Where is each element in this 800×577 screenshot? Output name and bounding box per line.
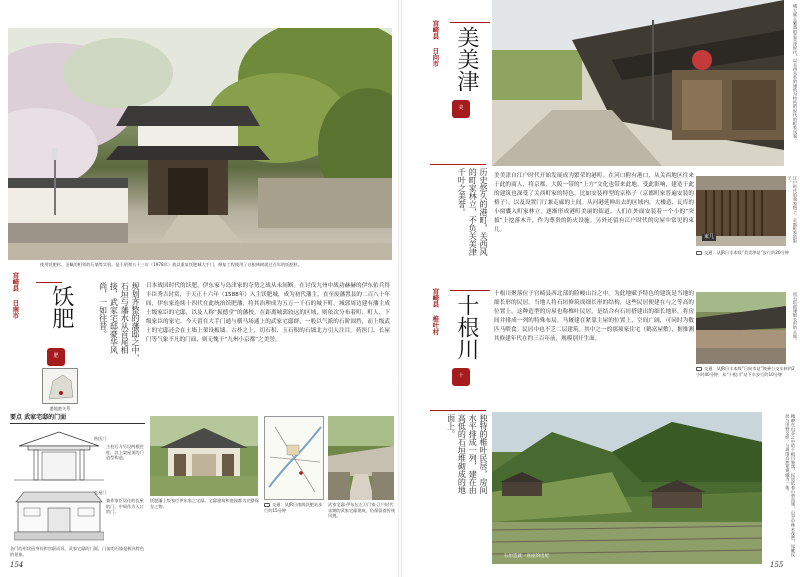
castle-gate-photo — [8, 28, 392, 260]
title-rule — [36, 282, 62, 283]
location-map — [42, 368, 78, 404]
area-map — [264, 416, 324, 500]
title-rule-1b — [430, 164, 486, 165]
street-photo-caption: 武家宅邸·伊东伝左卫门家·江户时代末期的武家宅邸建筑，仍保留着传统风貌。 — [328, 502, 396, 519]
stone-house-caption-vertical: 用石垣搭建细长形的主屋。 — [793, 292, 798, 343]
street-photo — [328, 416, 394, 500]
title-rule-1 — [450, 22, 490, 23]
title-rule-2 — [450, 290, 490, 291]
camera-icon — [696, 251, 702, 255]
valley-photo-caption: 掩映在山谷之中的十根川聚落，民居依着山势而建，山谷中林木茂密，远眺民居与田野交织，与周围自然景观融为一体。 — [785, 414, 796, 557]
diagram-rule — [10, 423, 145, 424]
area-map-caption — [264, 502, 326, 513]
area-map-caption-text: 交通：从JR日南线饫肥站步行约15分钟 — [264, 502, 323, 513]
place-title: 饫肥 — [48, 285, 74, 329]
vertical-tagline: 规划齐整的藩邸之中，石垣与藩水从首尾相接，武家宅邸豪华风尚，一如往昔。 — [98, 282, 140, 362]
page-gutter — [398, 0, 402, 577]
place-seal-1: 美 — [452, 100, 470, 118]
camera-icon — [264, 503, 270, 507]
place-seal-2: 十 — [452, 368, 470, 386]
title-rule-2b — [430, 410, 486, 411]
location-label-text: 宫崎县 日南市 — [11, 272, 20, 319]
nagaya-gate-drawing — [14, 490, 104, 542]
location-label-1: 宫崎县 日向市 — [431, 20, 440, 67]
access-caption-2-text: 交通：从JR日丰本线“日向市站”换乘公交车转约2小时40分钟，从“十根川”站下车步行约10分钟 — [696, 366, 795, 377]
samurai-house-photo — [150, 416, 258, 496]
yakui-gate-drawing — [14, 428, 104, 483]
diagram-label-2: 长屋门 — [94, 490, 107, 495]
access-caption-1 — [696, 250, 796, 256]
diagram-footer: 各门的形状因身份和官职而异。武家宅邸的门面，门前的石墙是极具特色的景象。 — [10, 546, 145, 557]
right-page — [400, 0, 800, 577]
valley-photo-label: 石垣造就一座座的房屋 — [504, 554, 549, 559]
diagram-note-2: 兼作家臣居住的长屋的门，中间作为入口的门。 — [106, 498, 144, 515]
access-caption-1-text: 交通：从JR日丰本线“美美津站”步行约20分钟 — [704, 250, 790, 255]
lattice-photo — [696, 176, 786, 246]
location-map-label: 港地港关系 — [49, 406, 71, 411]
page-number-right: 155 — [770, 561, 784, 569]
valley-village-photo — [492, 412, 762, 564]
diagram-title — [10, 414, 66, 423]
location-label-2: 宫崎县 椎叶村 — [431, 288, 440, 335]
samurai-house-caption: 饫肥藩上级家臣伊东家之宅邸。宅邸建筑和庭园都为完整保存之物。 — [150, 498, 259, 509]
access-caption-2 — [696, 366, 796, 377]
body-text-1: 美美津自江户时代开始发展成为繁荣的港町。在河口附有港口，从关西地区往来于此的商人，将京都、大阪一带的“上方”文化也带来此地。受此影响，建造于此的建筑也深受了关西町家的特色。比如安装样型的京格子（京都町家普遍安装的格子），以及设置门厅兼走廊的土间。从河港延伸出去的区域内，大楼造、瓦库的小窗囊入町家林立，逐渐形成港町美丽的街道。人们在外面安装着一个小的“突拔”上挖落木升，作为尊贵的防火设施。另外还留有江户时代的房屋中常见的束几。 — [494, 173, 694, 234]
vertical-tagline-1: 历史悠久的港町，关西风的町家林立，不负关美津千叶之美誉。 — [457, 168, 488, 256]
camera-icon — [696, 367, 702, 371]
diagram-note-1: 主柱后方另设两根控柱，其上架屋顶的门造型构造。 — [106, 444, 144, 461]
stone-house-photo — [696, 292, 786, 364]
gate-diagram — [10, 414, 145, 566]
body-text: 日本战国时代的饫肥，伊东家与岛津家的夺势之战从未间断。在讨伐九州中战功赫赫的伊东佑兵得丰臣秀吉封赏，于天正十六年（1588年）入主饫肥城，成为初代藩主。直至废藩置县的二百八十年间，伊东家连续十四代在此统治饫肥藩，将其治理成为五万一千石的城下町。城郭周边建有藩主成士级家臣的宅邸，以及人称“振德堂”的藩校。在距离城郭较远的区域，则依次分布着町、町人、下级家臣的家宅。今天留在大手门通与横马场通上的武家宅邸群，一般以气派的石阶围挡，而上级武士的宅邸还会在土墙上架设板墙。古朴之上，切石积、玉石积的石墙北方引人注目。药医门、长屋门等气象不凡的门面，则无愧于“九州小京都”之美誉。 — [146, 283, 390, 344]
place-title-1: 美美津 — [453, 26, 479, 92]
castle-gate-caption: 使用饫肥杉、圣佩的相邻的石墙等实验。是于昭和五十三年（1978年）放以重复饫肥城大手门，修复工程使用了白根林树就过百年的饫肥杉。 — [40, 262, 302, 267]
lattice-label: 束几 — [704, 234, 715, 240]
diagram-title-text: 要点 武家宅邸的门面 — [10, 414, 67, 421]
mimitsu-photo-caption: 城大量主繁盛的美美津时代，以关西关系的建筑为特色的时代的町家风貌。 — [793, 4, 798, 143]
lattice-caption: 江户时代的商家格子。京都町家的影子。 — [787, 176, 798, 244]
place-title-2: 十根川 — [453, 294, 479, 360]
location-label — [10, 272, 40, 320]
diagram-label-1: 药医门 — [94, 436, 107, 441]
page-number-left: 154 — [10, 561, 24, 569]
mimitsu-street-photo — [492, 0, 784, 166]
body-text-2: 十根川聚落位于宫崎县西北部的险峻山谷之中。为此地赋予特色的建筑是当地的细长形的民居。当地人将石垣修筑成细长形的结构，这些民居便建在与之等高的位置上。这种造型的房屋也称椎叶民居，是结合有石垣搭建出的细长地形，将房间并排成一列的特殊布局。马厩建在紧靠主屋的位置上，空间广阔，可同时为数匹马喂食。民居中也不乏二层建筑。其中之一的那须家住宅（鹤富屋敷），据推测其修建年代在约三百年前，规模别开生面。 — [494, 291, 694, 343]
vertical-tagline-2: 独特的椎叶民居，房间水平排成一列，建在由高低的石垣堆砌成的地面上。 — [446, 414, 488, 494]
place-seal: 肥 — [47, 348, 65, 366]
